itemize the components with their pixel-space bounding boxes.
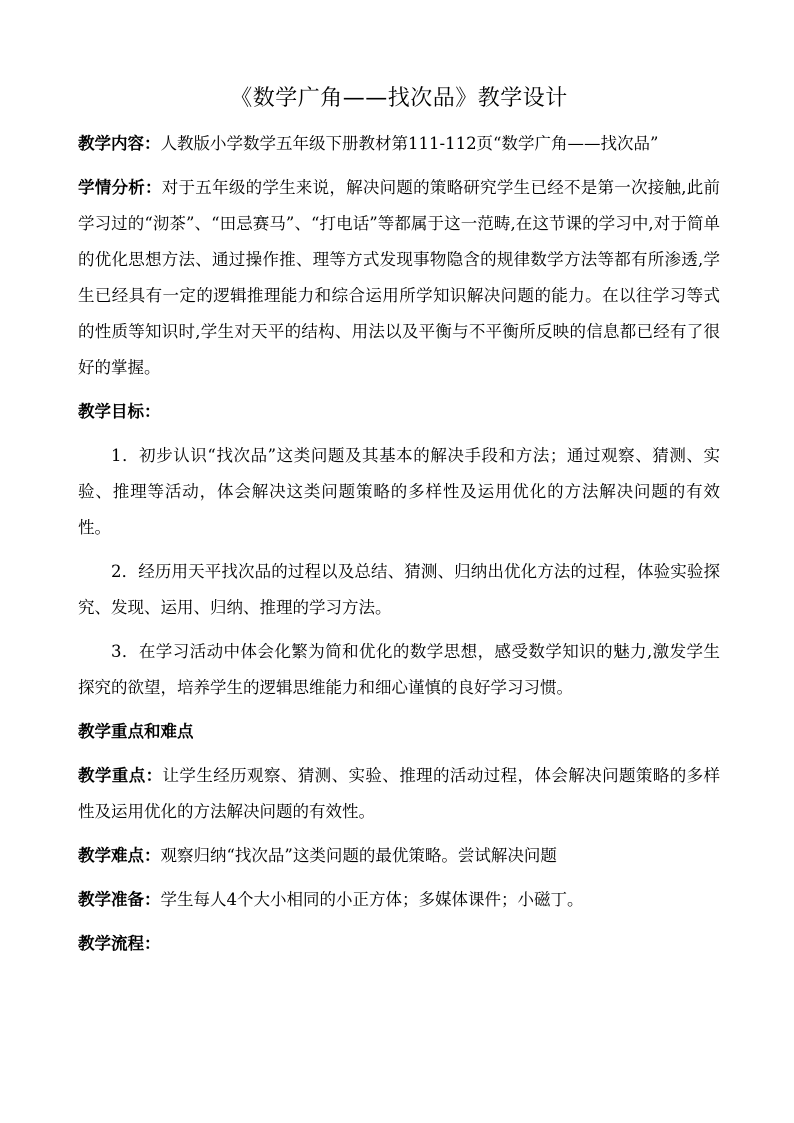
key-point-paragraph <box>78 758 720 830</box>
key-point-text: 让学生经历观察、猜测、实验、推理的活动过程，体会解决问题策略的多样性及运用优化的方法解决问题的有效性。 <box>78 766 721 821</box>
student-analysis-text: 对于五年级的学生来说，解决问题的策略研究学生已经不是第一次接触,此前学习过的“沏茶”、“田忌赛马”、“打电话”等都属于这一范畴,在这节课的学习中,对于简单的优化思想方法、通过操作推、理等方式发现事物隐含的规律数学方法等都有所渗透,学生已经具有一定的逻辑推理能力和综合运用所学知识解决问题的能力。在以往学习等式的性质等知识时,学生对天平的结构、用法以及平衡与不平衡所反映的信息都已经有了很好的掌握。 <box>78 178 721 377</box>
student-analysis-label: 学情分析： <box>78 178 162 197</box>
key-points-heading: 教学重点和难点 <box>78 722 194 741</box>
teaching-content-label: 教学内容： <box>78 134 161 153</box>
difficulty-label: 教学难点： <box>78 846 161 865</box>
teaching-content-paragraph <box>78 126 720 162</box>
page-title: 《数学广角——找次品》教学设计 <box>230 86 568 111</box>
document-body <box>78 84 720 970</box>
teaching-content-text: 人教版小学数学五年级下册教材第111-112页“数学广角——找次品” <box>160 134 659 153</box>
preparation-label: 教学准备： <box>78 890 161 909</box>
teaching-goals-heading: 教学目标： <box>78 402 161 421</box>
goal-item: 2．经历用天平找次品的过程以及总结、猜测、归纳出优化方法的过程，体验实验探究、发现、运用、归纳、推理的学习方法。 <box>78 562 720 617</box>
goal-item: 3．在学习活动中体会化繁为简和优化的数学思想，感受数学知识的魅力,激发学生探究的欲望，培养学生的逻辑思维能力和细心谨慎的良好学习习惯。 <box>78 642 720 697</box>
key-point-label: 教学重点： <box>78 766 163 785</box>
teaching-process-heading: 教学流程： <box>78 934 161 953</box>
difficulty-text: 观察归纳“找次品”这类问题的最优策略。尝试解决问题 <box>160 846 557 865</box>
goal-item: 1．初步认识“找次品”这类问题及其基本的解决手段和方法；通过观察、猜测、实验、推理等活动，体会解决这类问题策略的多样性及运用优化的方法解决问题的有效性。 <box>78 446 720 537</box>
preparation-text: 学生每人4个大小相同的小正方体；多媒体课件；小磁丁。 <box>160 890 584 909</box>
preparation-paragraph <box>78 882 720 918</box>
difficulty-paragraph <box>78 838 720 874</box>
student-analysis-paragraph <box>78 170 720 386</box>
